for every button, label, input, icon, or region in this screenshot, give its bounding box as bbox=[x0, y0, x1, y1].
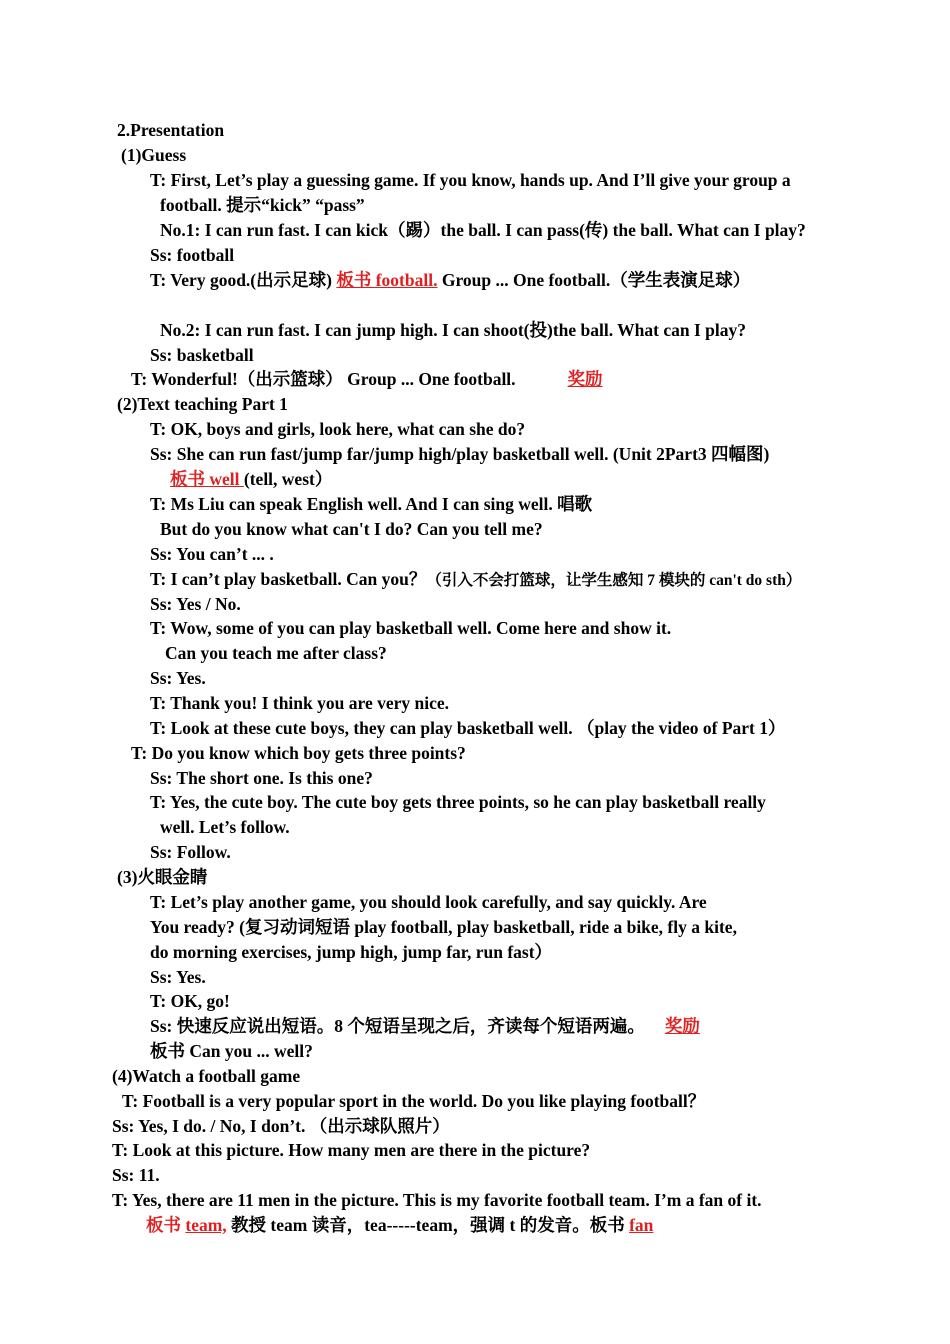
text-line bbox=[146, 1213, 653, 1237]
text-segment: T: Look at these cute boys, they can play basketball well. （play the video of Part 1） bbox=[150, 718, 786, 738]
text-segment: T: Thank you! I think you are very nice. bbox=[150, 693, 450, 713]
text-segment: football. 提示“kick” “pass” bbox=[160, 195, 365, 215]
text-segment: Ss: Yes. bbox=[150, 668, 206, 688]
text-segment: Ss: football bbox=[150, 245, 235, 265]
text-line bbox=[150, 492, 592, 516]
text-line bbox=[112, 1163, 160, 1187]
text-segment: T: OK, go! bbox=[150, 991, 230, 1011]
text-segment: Ss: She can run fast/jump far/jump high/play basketball well. (Unit 2Part3 四幅图) bbox=[150, 444, 770, 464]
text-line bbox=[150, 989, 230, 1013]
text-line bbox=[121, 143, 186, 167]
board-note: 奖励 bbox=[664, 1016, 700, 1036]
text-line bbox=[150, 442, 769, 466]
text-line bbox=[160, 815, 290, 839]
text-line bbox=[160, 318, 746, 342]
text-line bbox=[170, 467, 332, 491]
text-segment: T: Very good.(出示足球) bbox=[150, 270, 337, 290]
text-segment: You ready? (复习动词短语 play football, play basketball, ride a bike, fly a kite, bbox=[150, 917, 737, 937]
text-line bbox=[150, 890, 707, 914]
text-segment: well. Let’s follow. bbox=[160, 817, 290, 837]
text-line bbox=[112, 1064, 300, 1088]
text-segment: But do you know what can't I do? Can you tell me? bbox=[160, 519, 543, 539]
text-line bbox=[150, 790, 766, 814]
text-line bbox=[150, 915, 737, 939]
text-segment: No.2: I can run fast. I can jump high. I can shoot(投)the ball. What can I play? bbox=[160, 320, 747, 340]
text-segment: Ss: You can’t ... . bbox=[150, 544, 274, 564]
text-segment: T: Wow, some of you can play basketball well. Come here and show it. bbox=[150, 618, 672, 638]
text-segment: T: Wonderful!（出示篮球） Group ... One football. bbox=[131, 369, 516, 389]
text-line bbox=[131, 741, 466, 765]
text-segment: （引入不会打篮球，让学生感知 7 模块的 can't do sth） bbox=[426, 572, 802, 589]
text-segment: Ss: Yes / No. bbox=[150, 594, 241, 614]
text-line bbox=[150, 243, 234, 267]
text-line bbox=[150, 766, 373, 790]
text-segment: T: Do you know which boy gets three points? bbox=[131, 743, 466, 763]
text-line bbox=[150, 1039, 313, 1063]
text-line bbox=[150, 691, 449, 715]
text-line bbox=[150, 268, 750, 292]
board-note: team, bbox=[185, 1215, 227, 1235]
text-segment: Ss: Yes. bbox=[150, 967, 206, 987]
text-segment: Ss: Yes, I do. / No, I don’t. （出示球队照片） bbox=[112, 1116, 450, 1136]
text-line bbox=[160, 193, 365, 217]
text-line bbox=[165, 641, 387, 665]
text-segment: Ss: Follow. bbox=[150, 842, 231, 862]
text-line bbox=[150, 840, 231, 864]
text-segment: T: Ms Liu can speak English well. And I can sing well. 唱歌 bbox=[150, 494, 593, 514]
text-segment: (3)火眼金睛 bbox=[117, 867, 208, 887]
text-line bbox=[150, 1014, 700, 1038]
text-segment: (tell, west） bbox=[243, 469, 333, 489]
text-segment: (1)Guess bbox=[121, 145, 187, 165]
text-segment: (4)Watch a football game bbox=[112, 1066, 301, 1086]
text-segment: Ss: basketball bbox=[150, 345, 254, 365]
board-note: 奖励 bbox=[567, 369, 603, 389]
text-line bbox=[150, 168, 791, 192]
board-note: fan bbox=[629, 1215, 654, 1235]
text-line bbox=[117, 118, 224, 142]
text-segment: 2.Presentation bbox=[117, 120, 225, 140]
text-segment: Can you teach me after class? bbox=[165, 643, 387, 663]
text-segment: Ss: The short one. Is this one? bbox=[150, 768, 373, 788]
text-line bbox=[150, 567, 801, 591]
text-line bbox=[150, 616, 671, 640]
text-line bbox=[117, 865, 207, 889]
board-note: 板书 well bbox=[170, 469, 244, 489]
text-line bbox=[122, 1089, 705, 1113]
text-segment: 教授 team 读音，tea-----team，强调 t 的发音。板书 bbox=[226, 1215, 630, 1235]
text-line bbox=[150, 965, 206, 989]
text-segment: T: Look at this picture. How many men are there in the picture? bbox=[112, 1140, 591, 1160]
text-line bbox=[150, 940, 552, 964]
text-line bbox=[112, 1188, 762, 1212]
text-segment: 板书 Can you ... well? bbox=[150, 1041, 313, 1061]
text-segment: T: I can’t play basketball. Can you？ bbox=[150, 569, 427, 589]
text-segment: T: Football is a very popular sport in the world. Do you like playing football？ bbox=[122, 1091, 706, 1111]
text-line bbox=[112, 1114, 450, 1138]
text-segment: Ss: 快速反应说出短语。8 个短语呈现之后，齐读每个短语两遍。 bbox=[150, 1016, 645, 1036]
text-line bbox=[150, 417, 525, 441]
text-segment: Group ... One football.（学生表演足球） bbox=[437, 270, 751, 290]
text-line bbox=[150, 716, 786, 740]
text-segment: T: Yes, the cute boy. The cute boy gets three points, so he can play basketball really bbox=[150, 792, 766, 812]
text-line bbox=[150, 592, 241, 616]
text-segment: No.1: I can run fast. I can kick（踢）the ball. I can pass(传) the ball. What can I play? bbox=[160, 220, 806, 240]
text-line bbox=[117, 392, 288, 416]
board-note: 板书 football. bbox=[336, 270, 438, 290]
text-segment: do morning exercises, jump high, jump far, run fast） bbox=[150, 942, 553, 962]
board-note: 板书 bbox=[146, 1215, 186, 1235]
text-segment: (2)Text teaching Part 1 bbox=[117, 394, 288, 414]
text-line bbox=[160, 517, 543, 541]
text-line bbox=[150, 666, 206, 690]
text-segment: T: First, Let’s play a guessing game. If you know, hands up. And I’ll give your group a bbox=[150, 170, 791, 190]
text-line bbox=[150, 542, 274, 566]
text-segment: T: Yes, there are 11 men in the picture. This is my favorite football team. I’m a fan of it. bbox=[112, 1190, 762, 1210]
text-line bbox=[150, 343, 254, 367]
text-line bbox=[160, 218, 806, 242]
text-segment: T: OK, boys and girls, look here, what can she do? bbox=[150, 419, 526, 439]
text-line bbox=[112, 1138, 590, 1162]
text-segment: T: Let’s play another game, you should look carefully, and say quickly. Are bbox=[150, 892, 707, 912]
text-segment: Ss: 11. bbox=[112, 1165, 160, 1185]
text-line bbox=[131, 367, 603, 391]
